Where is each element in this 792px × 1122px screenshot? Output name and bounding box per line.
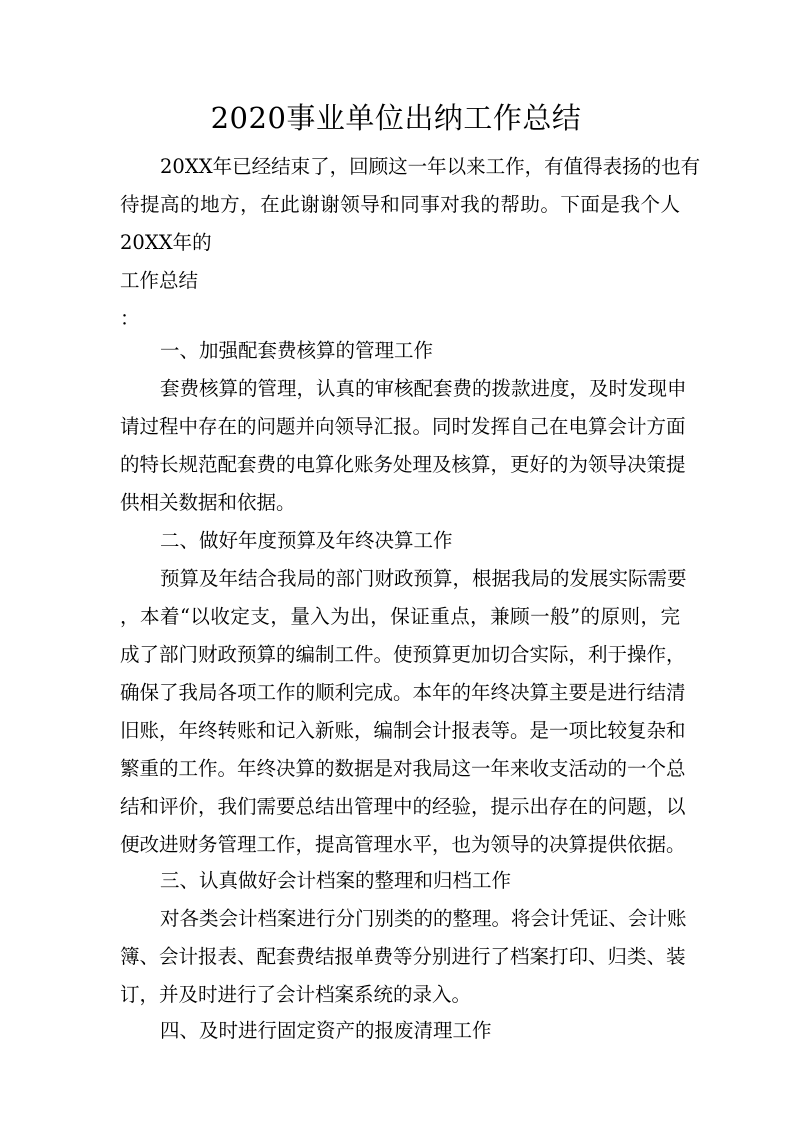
paragraph-line: ： — [120, 307, 140, 330]
paragraph-line: 供相关数据和依据。 — [120, 491, 296, 514]
paragraph-line: 确保了我局各项工作的顺利完成。本年的年终决算主要是进行结清 — [120, 681, 686, 704]
paragraph-line: 旧账，年终转账和记入新账，编制会计报表等。是一项比较复杂和 — [120, 719, 686, 742]
paragraph-line: 的特长规范配套费的电算化账务处理及核算，更好的为领导决策提 — [120, 453, 686, 476]
paragraph-line: 繁重的工作。年终决算的数据是对我局这一年来收支活动的一个总 — [120, 757, 686, 780]
document-title: 2020事业单位出纳工作总结 — [210, 101, 582, 135]
section-heading: 二、做好年度预算及年终决算工作 — [160, 529, 453, 552]
paragraph-line: 预算及年结合我局的部门财政预算，根据我局的发展实际需要 — [160, 567, 687, 590]
paragraph-line: 待提高的地方，在此谢谢领导和同事对我的帮助。下面是我个人 — [120, 193, 680, 216]
paragraph-line: 订，并及时进行了会计档案系统的录入。 — [120, 983, 472, 1006]
paragraph-line: 成了部门财政预算的编制工件。使预算更加切合实际，利于操作， — [120, 643, 686, 666]
paragraph-line: 便改进财务管理工作，提高管理水平，也为领导的决算提供依据。 — [120, 833, 686, 856]
section-heading: 一、加强配套费核算的管理工作 — [160, 339, 434, 362]
paragraph-line: 对各类会计档案进行分门别类的的整理。将会计凭证、会计账 — [160, 907, 687, 930]
paragraph-line: 20XX年已经结束了，回顾这一年以来工作，有值得表扬的也有 — [160, 155, 701, 178]
paragraph-line: 簿、会计报表、配套费结报单费等分别进行了档案打印、归类、装 — [120, 945, 686, 968]
paragraph-line: 20XX年的 — [120, 231, 212, 254]
paragraph-line: ，本着“以收定支，量入为出，保证重点，兼顾一般”的原则，完 — [120, 605, 680, 628]
paragraph-line: 请过程中存在的问题并向领导汇报。同时发挥自己在电算会计方面 — [120, 415, 686, 438]
paragraph-line: 套费核算的管理，认真的审核配套费的拨款进度，及时发现申 — [160, 377, 687, 400]
section-heading: 四、及时进行固定资产的报废清理工作 — [160, 1019, 492, 1042]
section-heading: 三、认真做好会计档案的整理和归档工作 — [160, 869, 512, 892]
paragraph-line: 结和评价，我们需要总结出管理中的经验，提示出存在的问题，以 — [120, 795, 686, 818]
paragraph-line: 工作总结 — [120, 269, 199, 292]
